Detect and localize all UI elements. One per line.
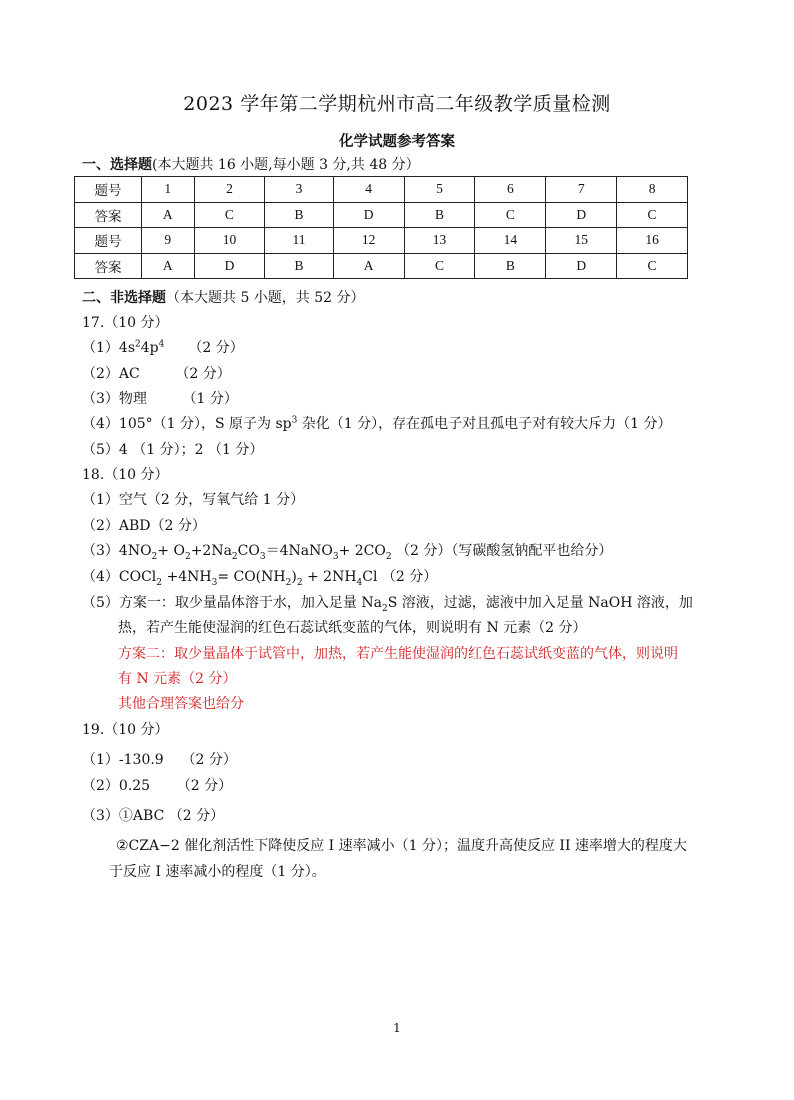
section-1-label: 一、选择题 — [82, 157, 152, 173]
text: ＝4NaNO — [265, 543, 333, 559]
q19-heading: 19.（10 分） — [82, 722, 169, 738]
sub: 3 — [211, 577, 218, 588]
section-2-desc: （本大题共 5 小题，共 52 分） — [166, 290, 365, 306]
table-cell: D — [546, 202, 617, 228]
text: （2 分）（写碳酸氢钠配平也给分） — [391, 543, 613, 559]
sup: 3 — [291, 415, 298, 426]
sup: 4 — [158, 339, 165, 350]
table-cell: 11 — [265, 228, 333, 254]
table-cell: D — [194, 253, 265, 279]
table-cell: 4 — [333, 177, 404, 203]
text: 4p — [140, 340, 159, 356]
q18-plan-2-line1: 方案二：取少量晶体于试管中，加热，若产生能使湿润的红色石蕊试纸变蓝的气体，则说明 — [118, 646, 678, 662]
q17-answer-1 — [82, 337, 244, 357]
text: （2 分） — [188, 340, 244, 356]
sub: 2 — [285, 577, 292, 588]
sub: 2 — [381, 603, 388, 614]
q18-answer-5-line1 — [82, 592, 693, 612]
table-cell: C — [475, 202, 546, 228]
sub: 3 — [332, 551, 339, 562]
text: = CO(NH — [217, 569, 286, 585]
table-row-label: 答案 — [75, 253, 142, 279]
q19-answer-3: （3）①ABC （2 分） — [82, 808, 225, 824]
text: （1）4s — [82, 340, 135, 356]
text: CO — [237, 543, 260, 559]
table-cell: 2 — [194, 177, 265, 203]
text: + O — [157, 543, 185, 559]
sub: 2 — [151, 551, 158, 562]
section-2-heading — [82, 287, 365, 307]
table-cell: 6 — [475, 177, 546, 203]
table-cell: 7 — [546, 177, 617, 203]
table-cell: 14 — [475, 228, 546, 254]
q17-answer-3: （3）物理 （1 分） — [82, 391, 238, 407]
text: +4NH — [162, 569, 212, 585]
table-cell: 8 — [617, 177, 688, 203]
text: 杂化（1 分），存在孤电子对且孤电子对有较大斥力（1 分） — [297, 416, 672, 432]
page-number: 1 — [393, 1021, 401, 1035]
document-title: 2023 学年第二学期杭州市高二年级教学质量检测 — [183, 93, 611, 115]
table-cell: 5 — [404, 177, 475, 203]
q18-answer-3 — [82, 540, 612, 560]
sub: 2 — [385, 551, 392, 562]
text: Cl （2 分） — [362, 569, 438, 585]
table-cell: A — [142, 253, 195, 279]
q17-answer-5: （5）4 （1 分）；2 （1 分） — [82, 442, 264, 458]
text: + 2CO — [338, 543, 386, 559]
q18-answer-2: （2）ABD（2 分） — [82, 518, 206, 534]
text: + 2NH — [302, 569, 357, 585]
table-cell: B — [265, 202, 333, 228]
text: ) — [291, 569, 297, 585]
q19-answer-3-part2-line1: ②CZA−2 催化剂活性下降使反应 I 速率减小（1 分）；温度升高使反应 II 速率增大的程度大 — [116, 838, 687, 854]
section-1-heading — [82, 154, 420, 174]
table-row-answers-2 — [75, 253, 688, 279]
table-cell: C — [194, 202, 265, 228]
q19-answer-3-part2-line2: 于反应 I 速率减小的程度（1 分）。 — [109, 864, 326, 880]
table-cell: B — [404, 202, 475, 228]
sup: 2 — [135, 339, 141, 350]
q18-other-answers-note: 其他合理答案也给分 — [118, 696, 244, 712]
table-row-numbers-1 — [75, 177, 688, 203]
text: （3）4NO — [82, 543, 152, 559]
text: S 溶液，过滤，滤液中加入足量 NaOH 溶液，加 — [387, 595, 693, 611]
q18-answer-1: （1）空气（2 分，写氧气给 1 分） — [82, 492, 305, 508]
document-subtitle: 化学试题参考答案 — [339, 133, 455, 150]
q17-answer-2: （2）AC （2 分） — [82, 366, 231, 382]
sub: 2 — [156, 577, 163, 588]
table-cell: C — [617, 253, 688, 279]
text: （4）COCl — [82, 569, 157, 585]
table-cell: B — [475, 253, 546, 279]
table-cell: 9 — [142, 228, 195, 254]
table-cell: C — [617, 202, 688, 228]
table-cell: C — [404, 253, 475, 279]
q18-plan-2-line2: 有 N 元素（2 分） — [118, 671, 237, 687]
table-cell: 15 — [546, 228, 617, 254]
table-cell: 13 — [404, 228, 475, 254]
section-2-label: 二、非选择题 — [82, 290, 166, 306]
sub: 4 — [356, 577, 363, 588]
table-row-label: 题号 — [75, 177, 142, 203]
q18-heading: 18.（10 分） — [82, 467, 169, 483]
section-1-desc: (本大题共 16 小题,每小题 3 分,共 48 分） — [152, 157, 420, 173]
sub: 3 — [259, 551, 266, 562]
sub: 2 — [296, 577, 303, 588]
q17-answer-4 — [82, 413, 672, 433]
table-row-answers-1 — [75, 202, 688, 228]
table-cell: A — [142, 202, 195, 228]
q19-answer-1: （1）-130.9 （2 分） — [82, 752, 237, 768]
text: （4）105°（1 分），S 原子为 sp — [82, 416, 292, 432]
text: （5）方案一：取少量晶体溶于水，加入足量 Na — [82, 595, 382, 611]
sub: 2 — [184, 551, 191, 562]
text: +2Na — [190, 543, 232, 559]
table-cell: D — [333, 202, 404, 228]
table-cell: 10 — [194, 228, 265, 254]
q19-answer-2: （2）0.25 （2 分） — [82, 778, 233, 794]
table-cell: 16 — [617, 228, 688, 254]
table-cell: 3 — [265, 177, 333, 203]
table-cell: 12 — [333, 228, 404, 254]
table-cell: A — [333, 253, 404, 279]
table-cell: B — [265, 253, 333, 279]
table-row-label: 答案 — [75, 202, 142, 228]
table-cell: 1 — [142, 177, 195, 203]
q18-answer-4 — [82, 566, 437, 586]
answer-table — [74, 176, 688, 279]
q18-answer-5-line2: 热，若产生能使湿润的红色石蕊试纸变蓝的气体，则说明有 N 元素（2 分） — [118, 620, 587, 636]
table-row-numbers-2 — [75, 228, 688, 254]
q17-heading: 17.（10 分） — [82, 315, 169, 331]
table-row-label: 题号 — [75, 228, 142, 254]
sub: 2 — [231, 551, 238, 562]
table-cell: D — [546, 253, 617, 279]
